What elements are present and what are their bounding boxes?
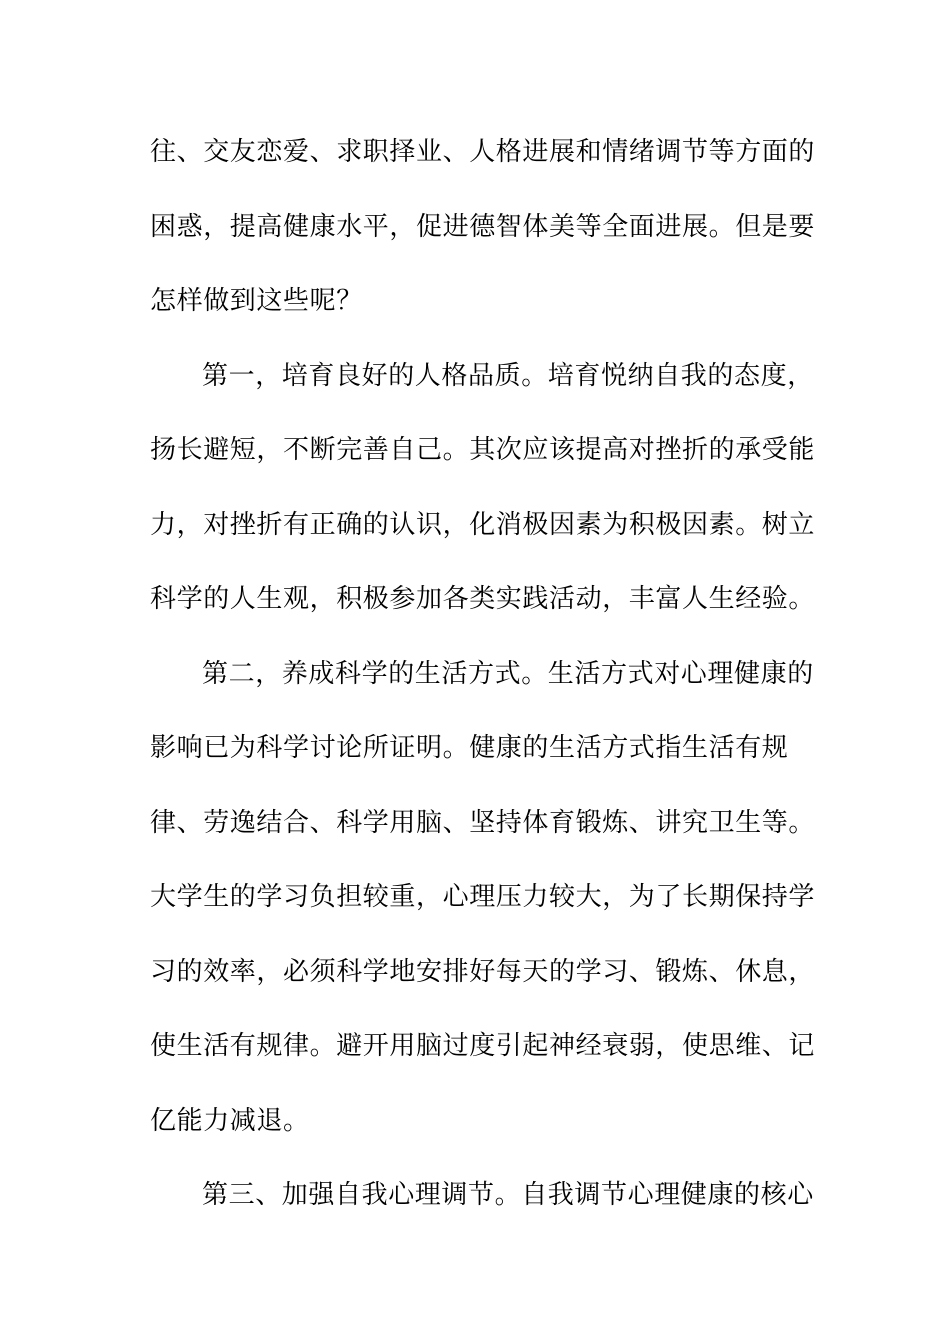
text-line: 习的效率，必须科学地安排好每天的学习、锻炼、休息， xyxy=(150,956,816,987)
paragraph-first-line: 第一，培育良好的人格品质。培育悦纳自我的态度， xyxy=(202,360,814,391)
text-line: 使生活有规律。避开用脑过度引起神经衰弱，使思维、记 xyxy=(150,1031,816,1061)
text-line: 亿能力减退。 xyxy=(150,1105,310,1136)
text-line: 困惑，提高健康水平，促进德智体美等全面进展。但是要 xyxy=(150,211,816,242)
text-line: 怎样做到这些呢？ xyxy=(150,286,363,316)
text-line: 律、劳逸结合、科学用脑、坚持体育锻炼、讲究卫生等。 xyxy=(150,807,816,838)
text-line: 力，对挫折有正确的认识，化消极因素为积极因素。树立 xyxy=(150,509,816,540)
text-line: 大学生的学习负担较重，心理压力较大，为了长期保持学 xyxy=(150,882,816,912)
text-line: 往、交友恋爱、求职择业、人格进展和情绪调节等方面的 xyxy=(150,137,816,167)
text-line: 扬长避短，不断完善自己。其次应该提高对挫折的承受能 xyxy=(150,435,816,465)
text-line: 科学的人生观，积极参加各类实践活动，丰富人生经验。 xyxy=(150,584,816,614)
text-line: 影响已为科学讨论所证明。健康的生活方式指生活有规 xyxy=(150,733,789,763)
paragraph-first-line: 第二，养成科学的生活方式。生活方式对心理健康的 xyxy=(202,658,814,689)
paragraph-first-line: 第三、加强自我心理调节。自我调节心理健康的核心 xyxy=(202,1180,814,1210)
body-text xyxy=(150,122,816,1240)
